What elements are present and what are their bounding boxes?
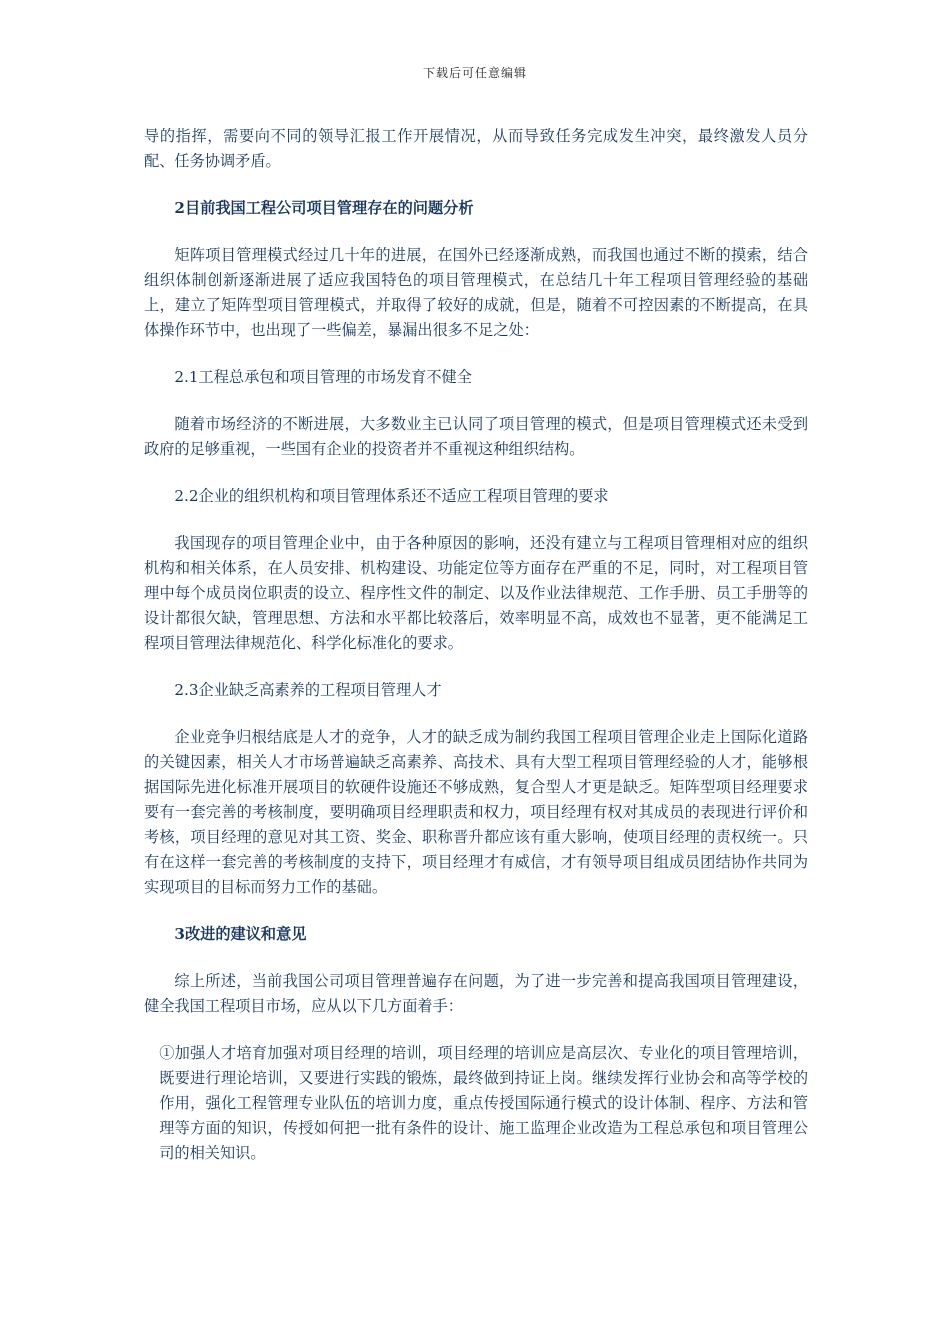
- paragraph-section-3: 综上所述，当前我国公司项目管理普遍存在问题，为了进一步完善和提高我国项目管理建设，健全我国工程项目市场，应从以下几方面着手：: [144, 972, 808, 1015]
- subsection-heading-2-3: 2.3企业缺乏高素养的工程项目管理人才: [174, 681, 442, 699]
- paragraph-2-2: 我国现存的项目管理企业中，由于各种原因的影响，还没有建立与工程项目管理相对应的组织机构和相关体系，在人员安排、机构建设、功能定位等方面存在严重的不足，同时，对工程项目管理中每个成员岗位职责的设立、程序性文件的制定、以及作业法律规范、工作手册、员工手册等的设计都很欠缺，管理思想、方法和水平都比较落后，效率明显不高，成效也不显著，更不能满足工程项目管理法律规范化、科学化标准化的要求。: [144, 534, 808, 652]
- document-body: [144, 124, 808, 1166]
- subsection-heading-2-2: 2.2企业的组织机构和项目管理体系还不适应工程项目管理的要求: [174, 487, 609, 505]
- paragraph-2-1: 随着市场经济的不断进展，大多数业主已认同了项目管理的模式，但是项目管理模式还未受到政府的足够重视，一些国有企业的投资者并不重视这种组织结构。: [144, 415, 808, 458]
- paragraph-2-3: 企业竞争归根结底是人才的竞争，人才的缺乏成为制约我国工程项目管理企业走上国际化道路的关键因素，相关人才市场普遍缺乏高素养、高技术、具有大型工程项目管理经验的人才，能够根据国际先进化标准开展项目的软硬件设施还不够成熟，复合型人才更是缺乏。矩阵型项目经理要求要有一套完善的考核制度，要明确项目经理职责和权力，项目经理有权对其成员的表现进行评价和考核，项目经理的意见对其工资、奖金、职称晋升都应该有重大影响，使项目经理的责权统一。只有在这样一套完善的考核制度的支持下，项目经理才有威信，才有领导项目组成员团结协作共同为实现项目的目标而努力工作的基础。: [144, 728, 808, 896]
- page-header: 下载后可任意编辑: [422, 66, 527, 80]
- paragraph-section-2: 矩阵项目管理模式经过几十年的进展，在国外已经逐渐成熟，而我国也通过不断的摸索，结合组织体制创新逐渐进展了适应我国特色的项目管理模式，在总结几十年工程项目管理经验的基础上，建立了矩阵型项目管理模式，并取得了较好的成就，但是，随着不可控因素的不断提高，在具体操作环节中，也出现了一些偏差，暴漏出很多不足之处：: [144, 246, 808, 339]
- subsection-heading-2-1: 2.1工程总承包和项目管理的市场发育不健全: [174, 368, 472, 386]
- section-heading-3: 3改进的建议和意见: [174, 925, 307, 943]
- list-item-1: ①加强人才培育加强对项目经理的培训，项目经理的培训应是高层次、专业化的项目管理培训，既要进行理论培训，又要进行实践的锻炼，最终做到持证上岗。继续发挥行业协会和高等学校的作用，强化工程管理专业队伍的培训力度，重点传授国际通行模式的设计体制、程序、方法和管理等方面的知识，传授如何把一批有条件的设计、施工监理企业改造为工程总承包和项目管理公司的相关知识。: [159, 1044, 808, 1162]
- paragraph-continuation: 导的指挥，需要向不同的领导汇报工作开展情况，从而导致任务完成发生冲突，最终激发人员分配、任务协调矛盾。: [144, 127, 808, 170]
- section-heading-2: 2目前我国工程公司项目管理存在的问题分析: [174, 199, 474, 217]
